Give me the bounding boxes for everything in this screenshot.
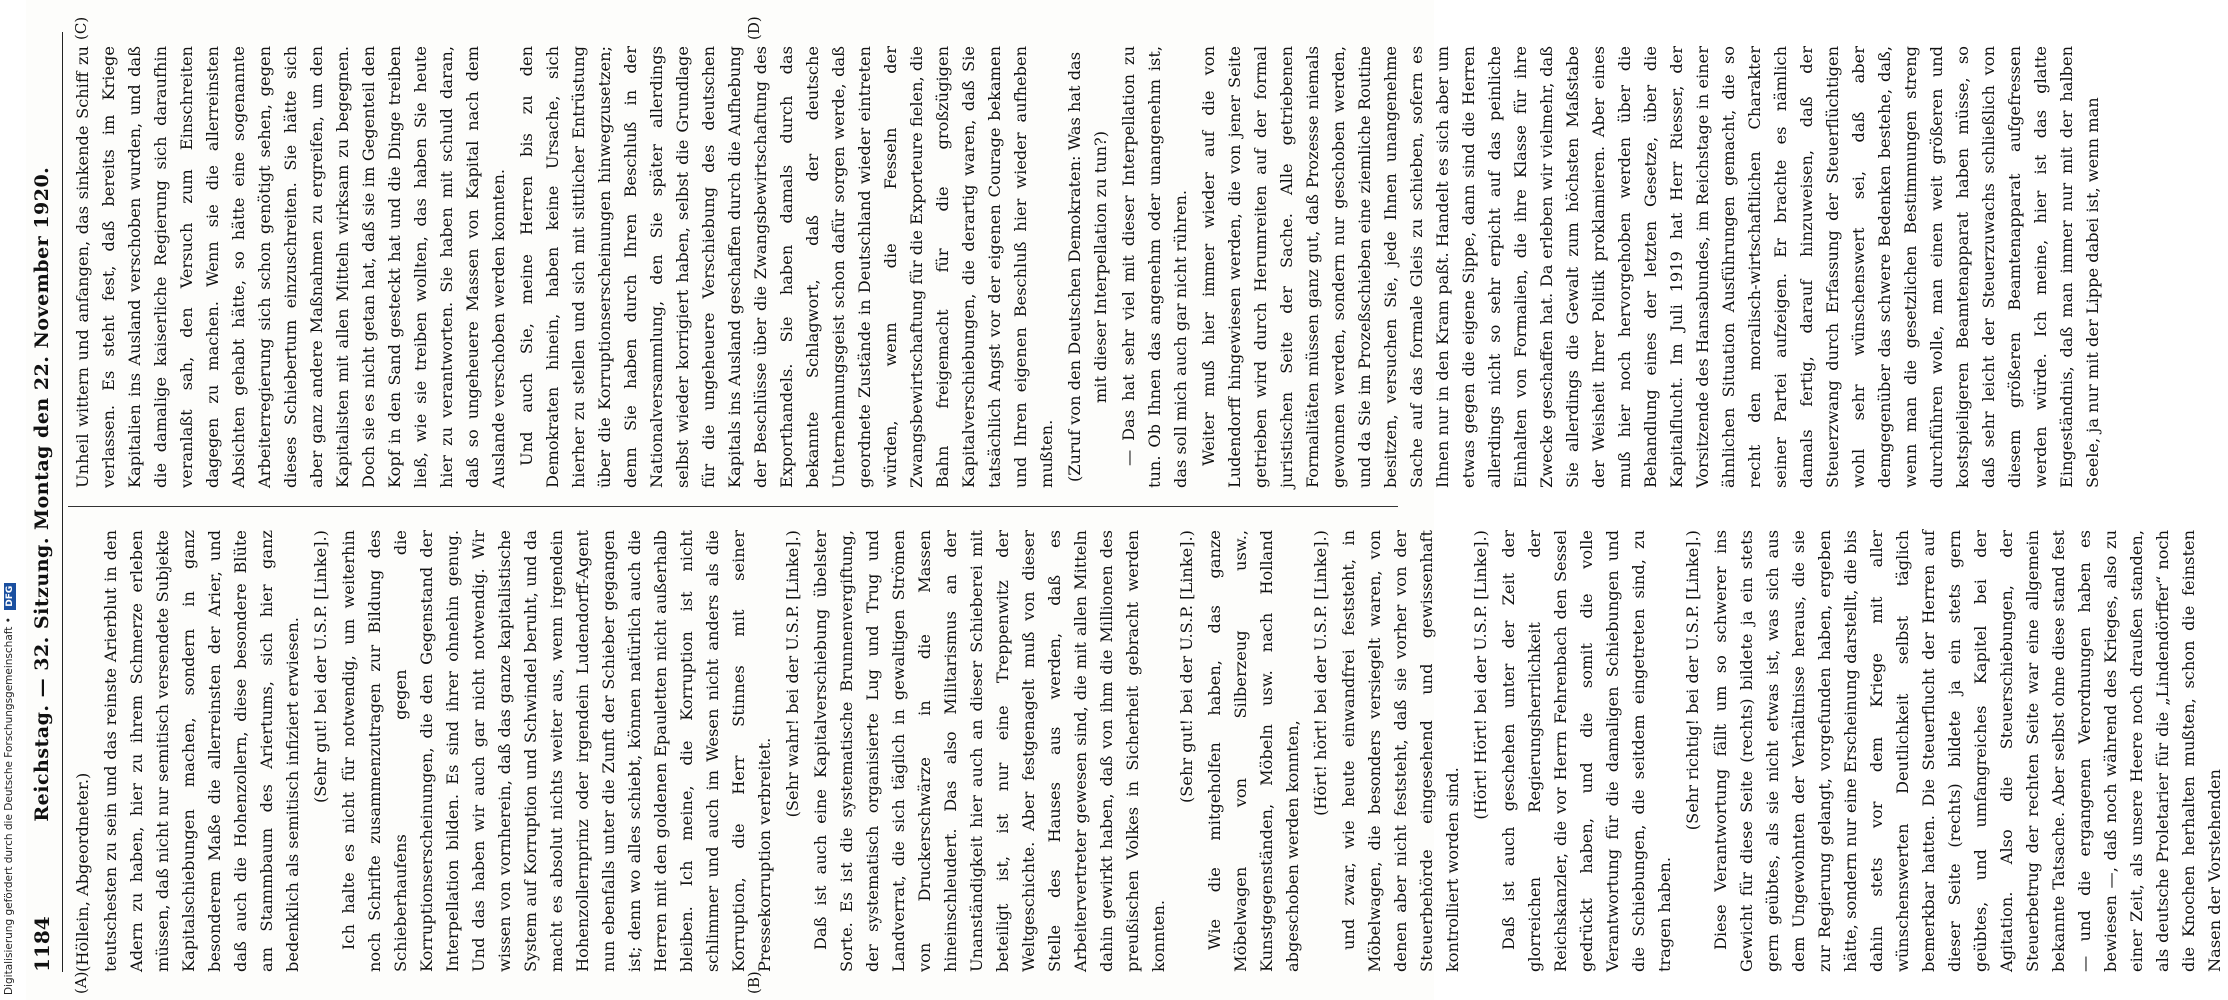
paragraph: und zwar, wie heute einwandfrei feststeht, in Möbelwagen, die besonders versiegelt waren, von denen aber nicht feststeht, daß sie vorher von der Steuerbehörde eingesehend und gewissenhaft kontrolliert worden sind. (1339, 530, 1462, 972)
right-column (70, 46, 2102, 488)
paragraph: — Das hat sehr viel mit dieser Interpellation zu tun. Ob Ihnen das angenehm oder unangenehm ist, das soll mich auch gar nicht rühren. (1119, 46, 1190, 488)
session-title: Reichstag. — 32. Sitzung. Montag den 22. November 1920. (31, 166, 53, 822)
paragraph: Diese Verantwortung fällt um so schwerer ins Gewicht für diese Seite (rechts) bildete ja ein stets gern geübtes, als sie nicht etwas ist, was sich aus dem Ungewohnten der Verhältnisse heraus, die sie zur Regierung gelangt, vorgefunden haben, ergeben hätte, sondern nur eine Erscheinung darstellt, die bis dahin stets vor dem Kriege mit aller wünschenswerten Deutlichkeit selbst täglich bemerkbar hatten. Die Steuerflucht der Herren auf dieser Seite (rechts) bildete ja ein stets gern geübtes, und umfangreiches Kapitel bei der Agitation. Also die Steuerschiebungen, der Steuerbetrug der rechten Seite war eine allgemein bekannte Tatsache. Aber selbst ohne diese stand fest — und die ergangenen Verordnungen haben es bewiesen —, daß noch während des Krieges, also zu einer Zeit, als unsere Heere noch draußen standen, als deutsche Proletarier für die „Lindendörffer“ noch die Knochen herhalten mußten, schon die feinsten Nasen der Vorstehenden (1711, 530, 2224, 972)
interjection: (Zuruf von den Deutschen Demokraten: Was hat das mit dieser Interpellation zu tun?) (1065, 51, 1110, 483)
paragraph: Wie die mitgeholfen haben, das ganze Möbelwagen von Silberzeug usw., Kunstgegenständen, Möbeln usw. nach Holland abgeschoben werden konnten, (1205, 530, 1302, 972)
interjection: (Hört! hört! bei der U.S.P. [Linke].) (1311, 530, 1330, 816)
interjection: (Sehr wahr! bei der U.S.P. [Linke].) (783, 530, 802, 818)
page-header (22, 32, 63, 972)
paragraph: Daß ist auch geschehen unter der Zeit der glorreichen Regierungsherrlichkeit der Reichskanzler, die vor Herrn Fehrenbach den Sessel gedrückt haben, und die somit die volle Verantwortung für die damaligen Schiebungen und die Schiebungen, die seitdem eingetreten sind, zu tragen haben. (1499, 530, 1674, 972)
page-number: 1184 (30, 916, 54, 972)
interjection: (Sehr richtig! bei der U.S.P. [Linke].) (1683, 530, 1702, 831)
speaker-line: (Höllein, Abgeordneter.) (73, 772, 92, 972)
digitization-credit (3, 5, 16, 995)
paragraph: teutschesten zu sein und das reinste Arierblut in den Adern zu haben, hier zu ihrem Schmerze erleben müssen, daß nicht nur semitisch versendete Subjekte Kapitalschiebungen machen, sondern in ganz besonderem Maße die allerreinsten der Arier, und daß auch die Hohenzollern, diese besondere Blüte am Stammbaum des Ariertums, sich hier ganz bedenklich als semitisch infiziert erwiesen. (101, 530, 302, 972)
margin-mark-c: (C) (72, 16, 90, 40)
paragraph: Weiter muß hier immer wieder auf die von Ludendorff hingewiesen werden, die von jener Seite getrieben wird durch Herumreiten auf der formal juristischen Seite der Sache. Alle getriebenen Formalitäten müssen ganz gut, daß Prozesse niemals gewonnen werden, sondern nur geschoben werden, und da Sie im Prozeßschieben eine ziemliche Routine besitzen, versuchen Sie, jede Ihnen unangenehme Sache auf das formale Gleis zu schieben, sofern es Ihnen nur in den Kram paßt. Handelt es sich aber um etwas gegen die eigene Sippe, dann sind die Herren allerdings nicht so sehr erpicht auf das peinliche Einhalten von Formalien, die ihre Klasse für ihre Zwecke geschaffen hat. Da erleben wir vielmehr, daß Sie allerdings die Gewalt zum höchsten Maßstabe der Weisheit Ihrer Politik proklamieren. Aber eines muß hier noch hervorgehoben werden über die Behandlung eines der letzten Gesetze, über die Kapitalflucht. Im Juli 1919 hat Herr Riesser, der Vorsitzende des Hansabundes, im Reichstage in einer ähnlichen Situation Ausführungen gemacht, die so recht den moralisch-wirtschaftlichen Charakter seiner Partei aufzeigen. Er brachte es nämlich damals fertig, darauf hinzuweisen, daß der Steuerzwang durch Erfassung der Steuerflüchtigen wohl sehr wünschenswert sei, daß aber demgegenüber das schwere Bedenken bestehe, daß, wenn man die gesetzlichen Bestimmungen streng durchführen wolle, man einen weit größeren und kostspieligeren Beamtenapparat haben müsse, so daß sehr leicht der Steuerzuwachs schließlich von diesem größeren Beamtenapparat aufgefressen werden würde. Ich meine, hier ist das glatte Eingeständnis, daß man immer nur mit der halben Seele, ja nur mit der Lippe dabei ist, wenn man (1199, 46, 2102, 488)
paragraph: Unheil wittern und anfangen, das sinkende Schiff zu verlassen. Es steht fest, daß bereits im Kriege Kapitalien ins Ausland verschoben wurden, und daß die damalige kaiserliche Regierung sich daraufhin veranlaßt sah, den Versuch zum Einschreiten dagegen zu machen. Wenn sie die allerreinsten Absichten gehabt hätte, so hätte eine sogenannte Arbeiterregierung sich schon genötigt sehen, gegen dieses Schiebertum einzuschreiten. Sie hätte sich aber ganz andere Maßnahmen zu ergreifen, um den Kapitalisten mit allen Mitteln wirksam zu begegnen. Doch sie es nicht getan hat, daß sie im Gegenteil den Kopf in den Sand gesteckt hat und die Dinge treiben ließ, wie sie treiben wollten, das haben Sie heute hier zu verantworten. Sie haben mit schuld daran, daß so ungeheuere Massen von Kapital nach dem Auslande verschoben werden konnten. (73, 46, 508, 488)
paragraph: Ich halte es nicht für notwendig, um weiterhin noch Schrifte zusammenzutragen zur Bildung des Schieberhaufens gegen die Korruptionserscheinungen, die den Gegenstand der Interpellation bilden. Es sind ihrer ohnehin genug. Und das haben wir auch gar nicht notwendig. Wir wissen von vornherein, daß das ganze kapitalistische System auf Korruption und Schwindel beruht, und da macht es absolut nichts weiter aus, wenn irgendein Hohenzollernprinz oder irgendein Ludendorff-Agent nun ebenfalls unter die Zunft der Schieber gegangen ist; denn wo alles schiebt, können natürlich auch die Herren mit den goldenen Epauletten nicht außerhalb bleiben. Ich meine, die Korruption ist nicht schlimmer und auch im Wesen nicht anders als die Korruption, die Herr Stinnes mit seiner Pressekorruption verbreitet. (339, 530, 774, 972)
column-divider (68, 506, 1398, 507)
margin-mark-b: (B) (745, 971, 763, 994)
interjection: (Hört! Hört! bei der U.S.P. [Linke].) (1471, 530, 1490, 820)
left-column (70, 530, 2224, 972)
digitization-footer (0, 0, 26, 1000)
paragraph: Und auch Sie, meine Herren bis zu den Demokraten hinein, haben keine Ursache, sich hierher zu stellen und sich mit sittlicher Entrüstung über die Korruptionserscheinungen hinwegzusetzen; denn Sie haben durch Ihren Beschluß in der Nationalversammlung, den Sie später allerdings selbst wieder korrigiert haben, selbst die Grundlage für die ungeheuere Verschiebung des deutschen Kapitals ins Ausland geschaffen durch die Aufhebung der Beschlüsse über die Zwangsbewirtschaftung des Exporthandels. Sie haben damals durch das bekannte Schlagwort, daß der deutsche Unternehmungsgeist schon dafür sorgen werde, daß geordnete Zustände in Deutschland wieder eintreten würden, wenn die Fesseln der Zwangsbewirtschaftung für die Exporteure fielen, die Bahn freigemacht für die großzügigen Kapitalverschiebungen, die derartig waren, daß Sie tatsächlich Angst vor der eigenen Courage bekamen und Ihren eigenen Beschluß hier wieder aufheben mußten. (517, 46, 1056, 488)
credit-text: Digitalisierung gefördert durch die Deutsche Forschungsgemeinschaft • (3, 617, 15, 995)
interjection: (Sehr gut! bei der U.S.P. [Linke].) (1177, 530, 1196, 804)
dfg-logo: DFG (4, 583, 16, 610)
paragraph: Daß ist auch eine Kapitalverschiebung übelster Sorte. Es ist die systematische Brunnenvergiftung, der systematisch organisierte Lug und Trug und Landverrat, die sich täglich in gewaltigen Strömen von Druckerschwärze in die Massen hineinschleudert. Das also Militarismus an der Unanständigkeit hier auch an dieser Schieberei mit beteiligt ist, ist nur eine Treppenwitz der Weltgeschichte. Aber festgenagelt muß von dieser Stelle des Hauses aus werden, daß es Arbeitervertreter gewesen sind, die mit allen Mitteln dahin gewirkt haben, daß von ihm die Millionen des preußischen Volkes in Sicherheit gebracht werden konnten. (811, 530, 1168, 972)
margin-mark-a: (A) (72, 971, 90, 994)
interjection: (Sehr gut! bei der U.S.P. [Linke].) (311, 530, 330, 804)
margin-mark-d: (D) (745, 16, 763, 40)
